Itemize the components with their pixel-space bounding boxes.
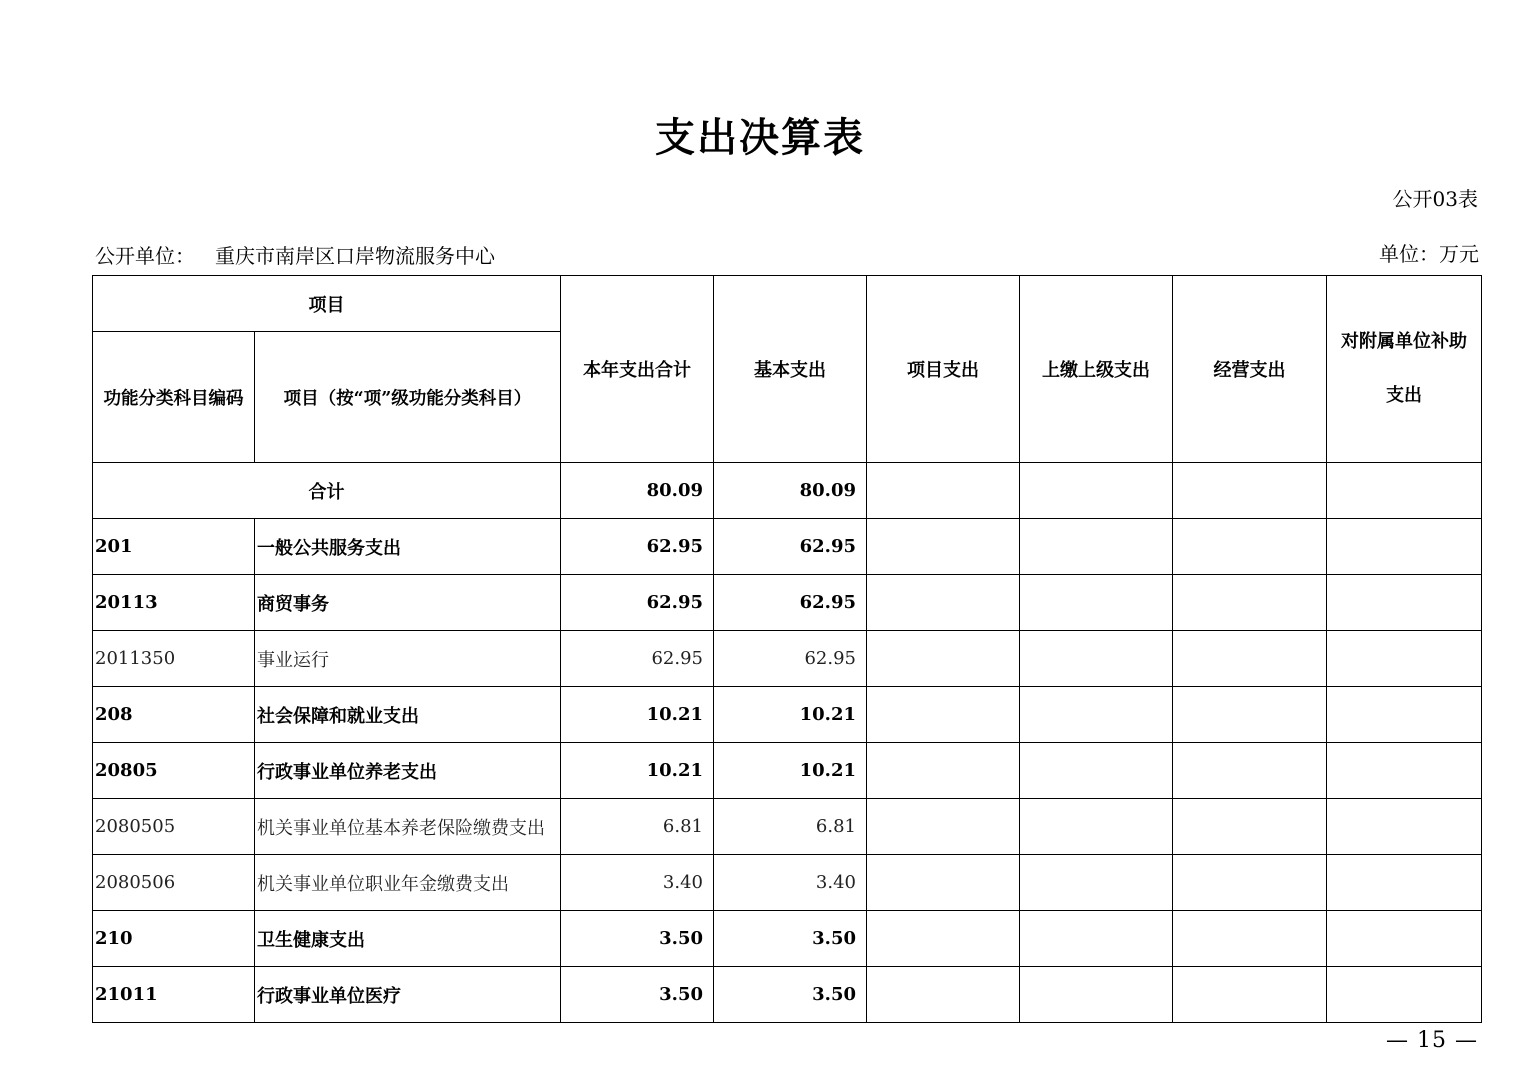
row-code: 208 (93, 687, 255, 743)
row-subsidy (1327, 631, 1482, 687)
row-basic: 62.95 (714, 575, 867, 631)
row-subsidy (1327, 855, 1482, 911)
row-total: 10.21 (561, 687, 714, 743)
row-name: 行政事业单位医疗 (255, 967, 561, 1023)
row-business (1173, 687, 1327, 743)
row-upper (1020, 687, 1173, 743)
page-title: 支出决算表 (655, 114, 865, 161)
row-total: 62.95 (561, 519, 714, 575)
row-name: 事业运行 (255, 631, 561, 687)
row-basic: 10.21 (714, 743, 867, 799)
row-upper (1020, 967, 1173, 1023)
total-row-subsidy (1327, 463, 1482, 519)
header-row-1 (93, 276, 1482, 332)
row-code: 2011350 (93, 631, 255, 687)
row-total: 3.50 (561, 967, 714, 1023)
row-subsidy (1327, 687, 1482, 743)
row-total: 62.95 (561, 631, 714, 687)
header-project-group: 项目 (93, 276, 561, 332)
table-row (93, 519, 1482, 575)
row-basic: 10.21 (714, 687, 867, 743)
header-total: 本年支出合计 (561, 276, 714, 463)
row-business (1173, 855, 1327, 911)
total-row (93, 463, 1482, 519)
total-row-upper (1020, 463, 1173, 519)
header-subsidy (1327, 276, 1482, 463)
form-number: 公开03表 (1392, 187, 1478, 211)
table-row (93, 799, 1482, 855)
row-code: 2080506 (93, 855, 255, 911)
currency-unit: 单位：万元 (1379, 242, 1479, 266)
row-business (1173, 743, 1327, 799)
table-row (93, 911, 1482, 967)
row-basic: 62.95 (714, 519, 867, 575)
header-func-code: 功能分类科目编码 (93, 332, 255, 463)
table-row (93, 631, 1482, 687)
row-upper (1020, 911, 1173, 967)
header-subsidy-text: 对附属单位补助支出 (1341, 331, 1467, 406)
table-row (93, 855, 1482, 911)
row-business (1173, 799, 1327, 855)
row-total: 3.40 (561, 855, 714, 911)
row-name: 卫生健康支出 (255, 911, 561, 967)
row-upper (1020, 575, 1173, 631)
row-name: 行政事业单位养老支出 (255, 743, 561, 799)
row-project (867, 631, 1020, 687)
row-project (867, 519, 1020, 575)
header-project: 项目支出 (867, 276, 1020, 463)
row-subsidy (1327, 967, 1482, 1023)
table-row (93, 575, 1482, 631)
row-basic: 62.95 (714, 631, 867, 687)
row-name: 社会保障和就业支出 (255, 687, 561, 743)
row-business (1173, 575, 1327, 631)
row-subsidy (1327, 519, 1482, 575)
row-business (1173, 519, 1327, 575)
row-total: 3.50 (561, 911, 714, 967)
expenditure-table (92, 275, 1482, 1023)
row-total: 10.21 (561, 743, 714, 799)
total-label: 合计 (93, 463, 561, 519)
total-row-basic: 80.09 (714, 463, 867, 519)
header-upper: 上缴上级支出 (1020, 276, 1173, 463)
header-business: 经营支出 (1173, 276, 1327, 463)
row-code: 21011 (93, 967, 255, 1023)
row-name: 机关事业单位基本养老保险缴费支出 (255, 799, 561, 855)
table-row (93, 743, 1482, 799)
row-code: 20113 (93, 575, 255, 631)
row-code: 2080505 (93, 799, 255, 855)
row-project (867, 967, 1020, 1023)
row-upper (1020, 519, 1173, 575)
row-project (867, 855, 1020, 911)
row-business (1173, 631, 1327, 687)
header-item-name: 项目（按“项”级功能分类科目） (255, 332, 561, 463)
row-project (867, 687, 1020, 743)
row-business (1173, 967, 1327, 1023)
row-total: 62.95 (561, 575, 714, 631)
row-code: 201 (93, 519, 255, 575)
row-basic: 3.50 (714, 911, 867, 967)
row-upper (1020, 743, 1173, 799)
org-label: 公开单位： (95, 244, 195, 268)
table-row (93, 967, 1482, 1023)
table-row (93, 687, 1482, 743)
row-code: 210 (93, 911, 255, 967)
row-name: 商贸事务 (255, 575, 561, 631)
row-total: 6.81 (561, 799, 714, 855)
total-row-business (1173, 463, 1327, 519)
row-subsidy (1327, 743, 1482, 799)
row-name: 机关事业单位职业年金缴费支出 (255, 855, 561, 911)
unit-info-row (95, 242, 1479, 270)
row-project (867, 799, 1020, 855)
row-basic: 3.40 (714, 855, 867, 911)
row-subsidy (1327, 575, 1482, 631)
row-code: 20805 (93, 743, 255, 799)
org-name: 重庆市南岸区口岸物流服务中心 (215, 244, 495, 268)
header-basic: 基本支出 (714, 276, 867, 463)
row-upper (1020, 631, 1173, 687)
row-basic: 6.81 (714, 799, 867, 855)
row-project (867, 911, 1020, 967)
row-subsidy (1327, 799, 1482, 855)
row-subsidy (1327, 911, 1482, 967)
total-row-total: 80.09 (561, 463, 714, 519)
row-business (1173, 911, 1327, 967)
row-basic: 3.50 (714, 967, 867, 1023)
row-project (867, 575, 1020, 631)
page-number: — 15 — (1386, 1028, 1478, 1053)
row-name: 一般公共服务支出 (255, 519, 561, 575)
total-row-project (867, 463, 1020, 519)
row-project (867, 743, 1020, 799)
row-upper (1020, 855, 1173, 911)
row-upper (1020, 799, 1173, 855)
